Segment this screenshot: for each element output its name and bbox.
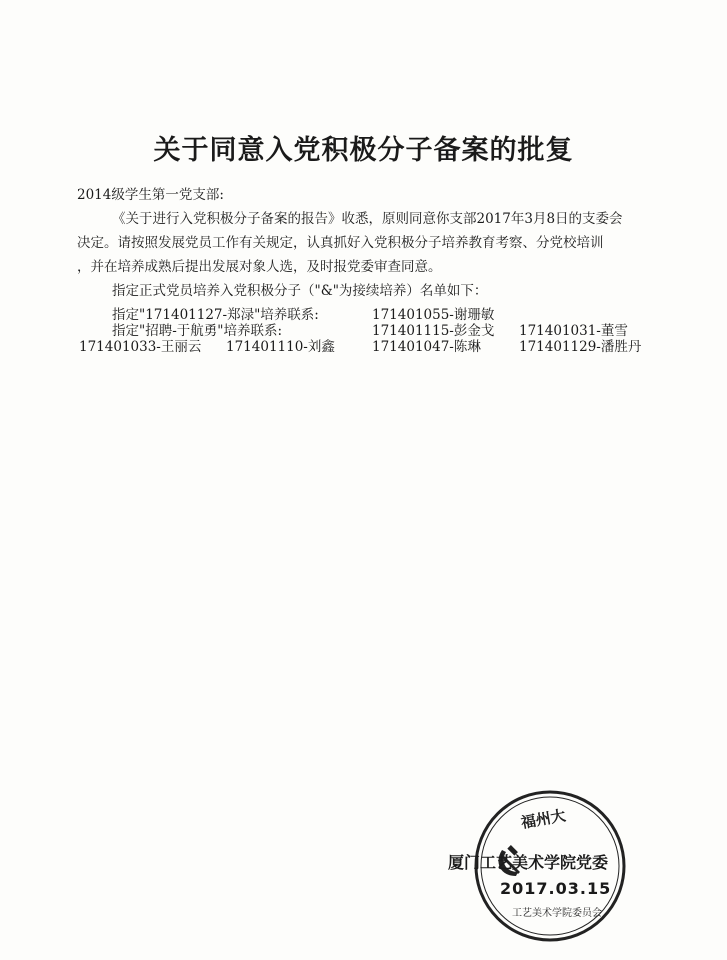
paragraph-line-3: ，并在培养成熟后提出发展对象人选，及时报党委审查同意。 xyxy=(77,259,442,275)
roster-row-3-item: 171401033-王丽云 xyxy=(79,339,202,355)
roster-row-2-label: 指定"招聘-于航勇"培养联系: xyxy=(112,323,283,339)
roster-row-3-item: 171401047-陈琳 xyxy=(372,339,481,355)
paragraph-line-1: 《关于进行入党积极分子备案的报告》收悉，原则同意你支部2017年3月8日的支委会 xyxy=(112,211,623,227)
roster-row-3-item: 171401129-潘胜丹 xyxy=(519,339,642,355)
document-title: 关于同意入党积极分子备案的批复 xyxy=(153,135,574,166)
issuer-signature: 厦门工艺美术学院党委 xyxy=(448,853,609,872)
roster-row-2-item: 171401031-董雪 xyxy=(519,323,628,339)
roster-row-2-item: 171401115-彭金戈 xyxy=(372,323,495,339)
paragraph-line-4: 指定正式党员培养入党积极分子（"&"为接续培养）名单如下： xyxy=(112,283,488,299)
seal-outer-char: 福州大 xyxy=(519,806,568,832)
recipient: 2014级学生第一党支部: xyxy=(77,187,224,203)
roster-row-1-label: 指定"171401127-郑渌"培养联系: xyxy=(112,307,319,323)
roster-row-3-item: 171401110-刘鑫 xyxy=(226,339,335,355)
roster-row-1-item: 171401055-谢珊敏 xyxy=(372,307,495,323)
issue-date: 2017.03.15 xyxy=(500,879,612,898)
paragraph-line-2: 决定。请按照发展党员工作有关规定，认真抓好入党积极分子培养教育考察、分党校培训 xyxy=(77,235,604,251)
seal-inner-text: 工艺美术学院委员会 xyxy=(512,908,602,919)
